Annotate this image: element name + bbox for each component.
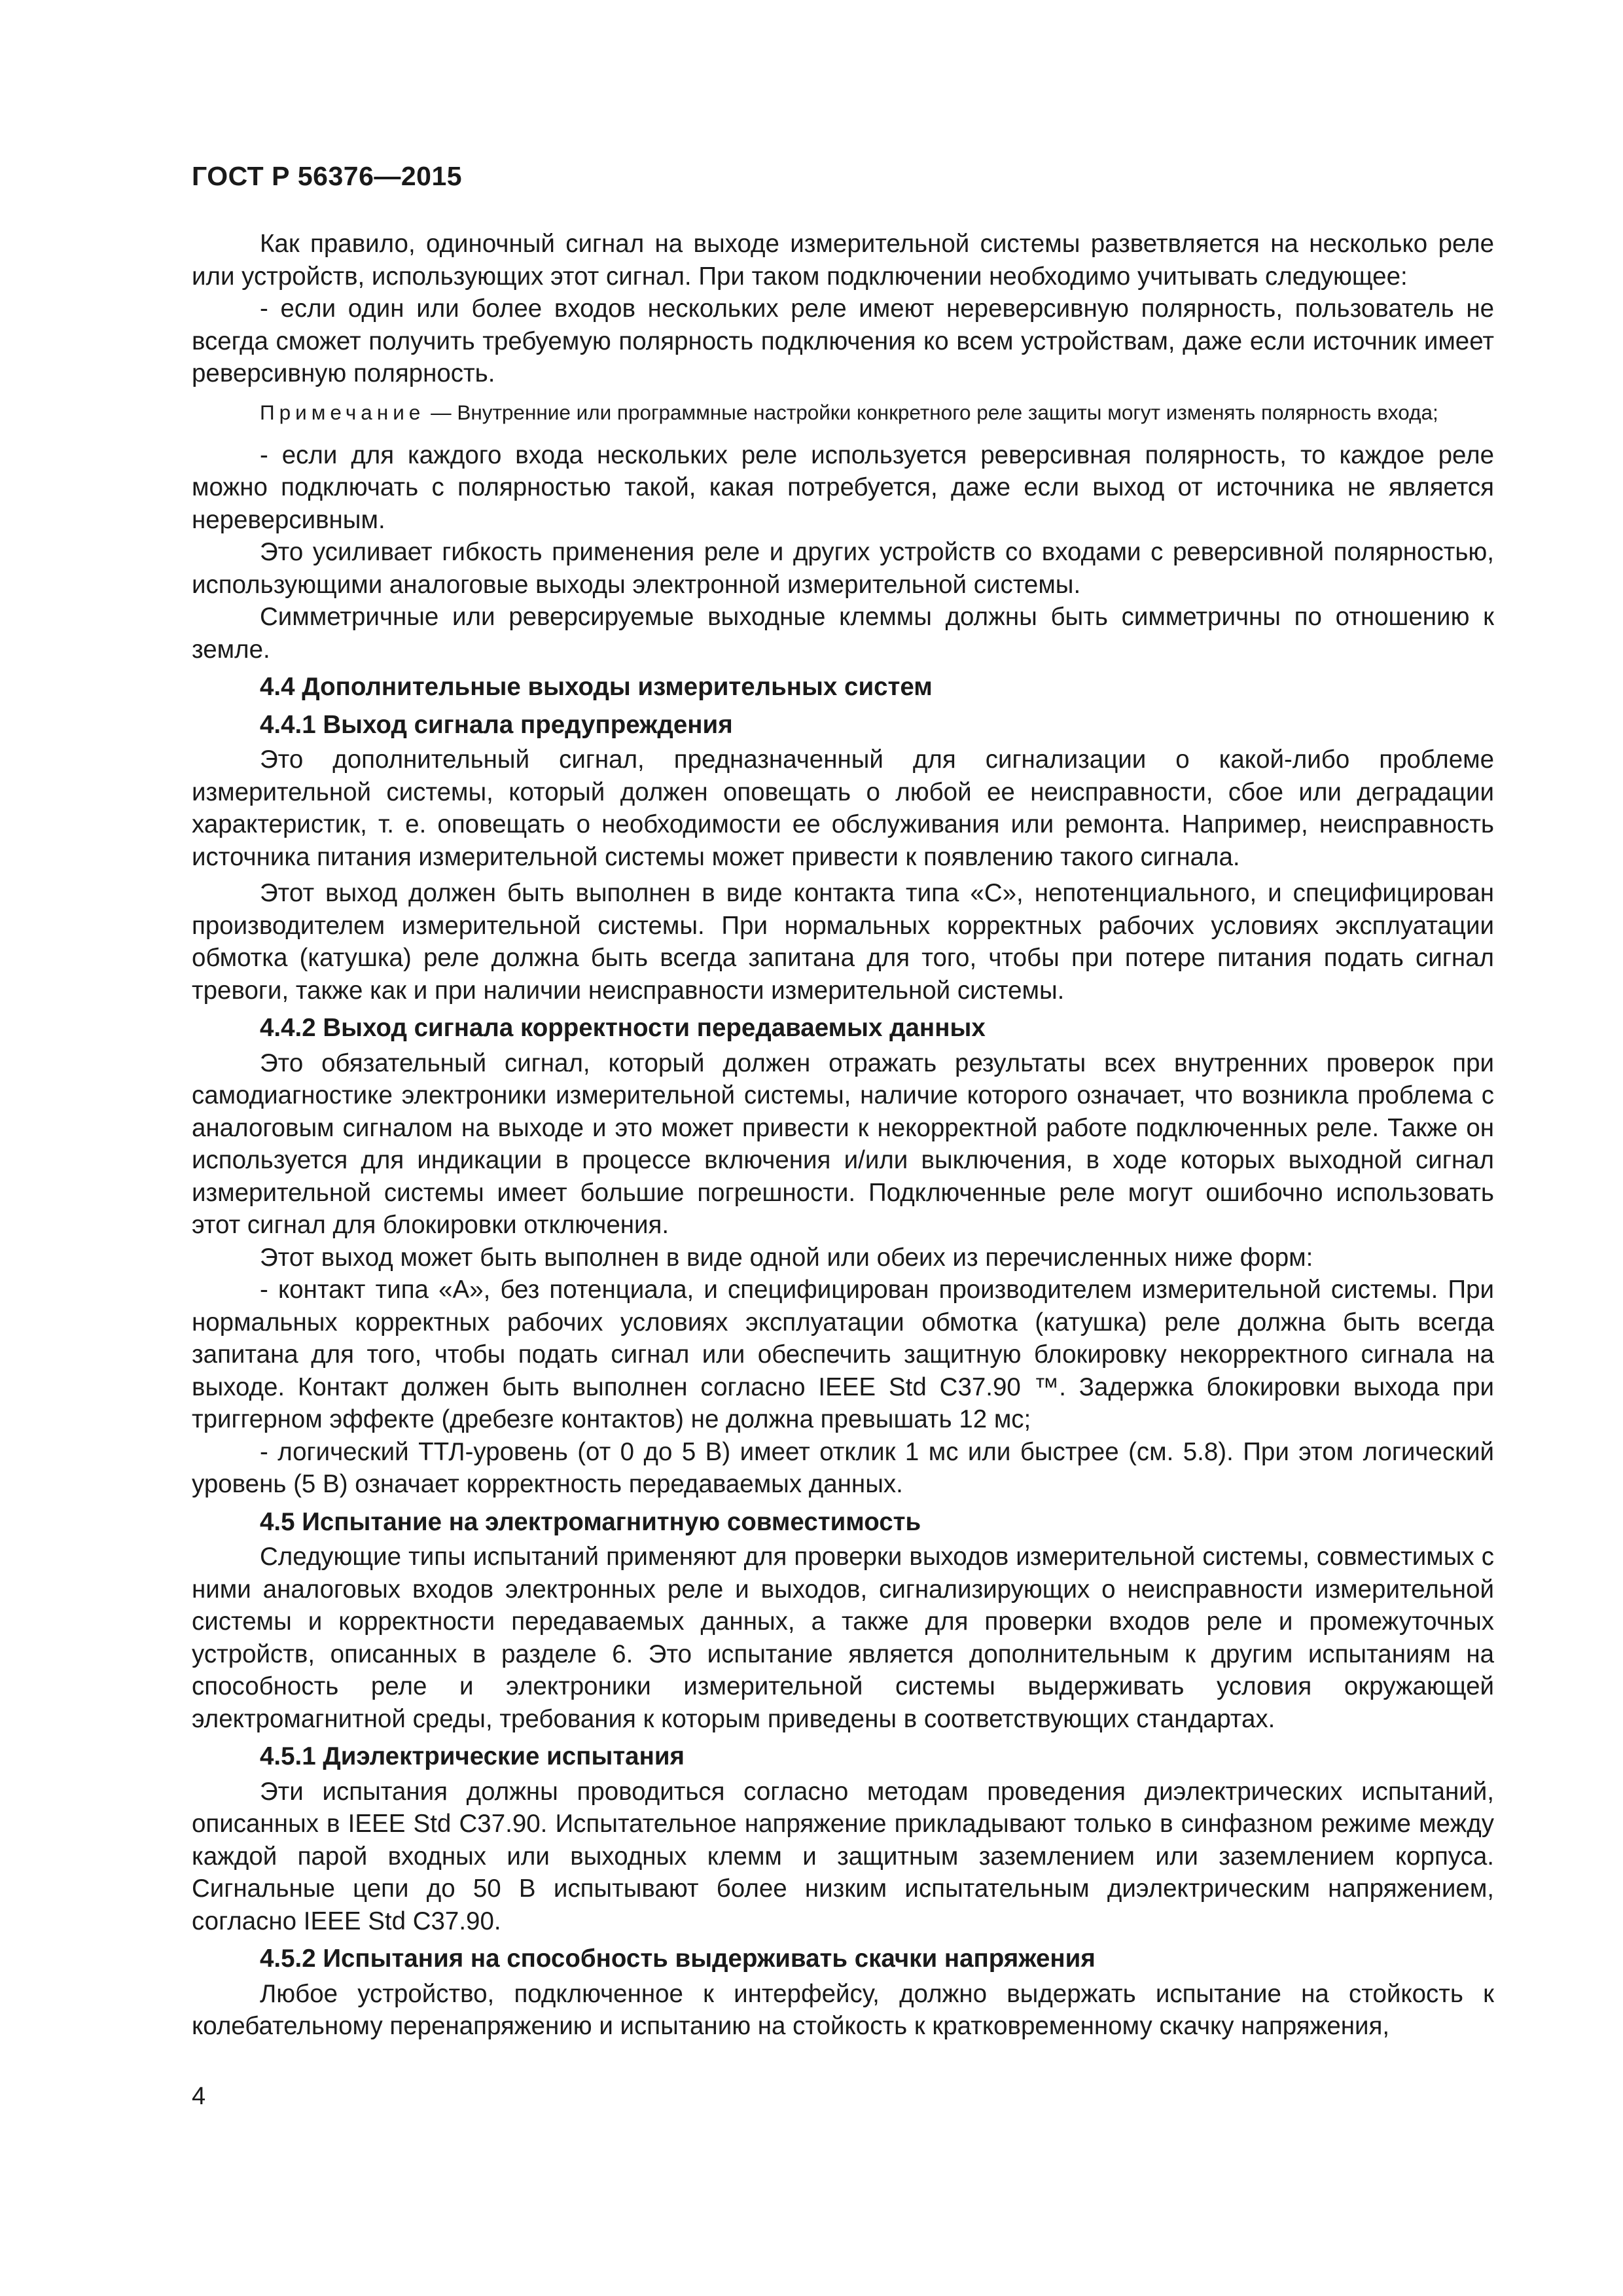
document-designation: ГОСТ Р 56376—2015 bbox=[192, 161, 463, 191]
list-item: - если один или более входов нескольких реле имеют нереверсивную полярность, пользователь не всегда сможет получить требуемую полярность подключения ко всем устройствам, даже если источник имеет реверсивную полярность. bbox=[192, 295, 1494, 387]
section-heading-4-4-1: 4.4.1 Выход сигнала предупреждения bbox=[260, 710, 733, 739]
note-label: Примечание bbox=[260, 400, 425, 424]
paragraph: Этот выход может быть выполнен в виде одной или обеих из перечисленных ниже форм: bbox=[260, 1243, 1313, 1272]
paragraph: Симметричные или реверсируемые выходные клеммы должны быть симметричны по отношению к земле. bbox=[192, 603, 1494, 664]
page-body bbox=[192, 228, 1494, 2043]
list-item: - логический ТТЛ-уровень (от 0 до 5 В) имеет отклик 1 мс или быстрее (см. 5.8). При этом логический уровень (5 В) означает корректность передаваемых данных. bbox=[192, 1437, 1494, 1498]
section-heading-4-4: 4.4 Дополнительные выходы измерительных систем bbox=[260, 673, 933, 701]
list-item: - контакт типа «А», без потенциала, и специфицирован производителем измерительной системы. При нормальных корректных рабочих условиях эксплуатации обмотка (катушка) реле должна быть всегда запитана для того, чтобы подать сигнал или обеспечить защитную блокировку некорректного сигнала на выходе. Контакт должен быть выполнен согласно IEEE Std C37.90 ™. Задержка блокировки выхода при триггерном эффекте (дребезге контактов) не должна превышать 12 мс; bbox=[192, 1276, 1494, 1433]
section-heading-4-5: 4.5 Испытание на электромагнитную совместимость bbox=[260, 1507, 921, 1536]
paragraph: Эти испытания должны проводиться согласно методам проведения диэлектрических испытаний, описанных в IEEE Std C37.90. Испытательное напряжение прикладывают только в синфазном режиме между каждой парой входных или выходных клемм и защитным заземлением или заземлением корпуса. Сигнальные цепи до 50 В испытывают более низким испытательным диэлектрическим напряжением, согласно IEEE Std C37.90. bbox=[192, 1777, 1494, 1935]
paragraph: Любое устройство, подключенное к интерфейсу, должно выдержать испытание на стойкость к колебательному перенапряжению и испытанию на стойкость к кратковременному скачку напряжения, bbox=[192, 1979, 1494, 2040]
section-heading-4-5-2: 4.5.2 Испытания на способность выдерживать скачки напряжения bbox=[260, 1945, 1096, 1973]
section-heading-4-5-1: 4.5.1 Диэлектрические испытания bbox=[260, 1742, 685, 1770]
paragraph: Следующие типы испытаний применяют для проверки выходов измерительной системы, совместимых с ними аналоговых входов электронных реле и выходов, сигнализирующих о неисправности измерительной системы и корректности передаваемых данных, а также для проверки входов реле и промежуточных устройств, описанных в разделе 6. Это испытание является дополнительным к другим испытаниям на способность реле и электроники измерительной системы выдерживать условия окружающей электромагнитной среды, требования к которым приведены в соответствующих стандартах. bbox=[192, 1543, 1494, 1733]
paragraph: Это усиливает гибкость применения реле и других устройств со входами с реверсивной полярностью, использующими аналоговые выходы электронной измерительной системы. bbox=[192, 538, 1494, 599]
page-number: 4 bbox=[192, 2083, 206, 2110]
section-heading-4-4-2: 4.4.2 Выход сигнала корректности передаваемых данных bbox=[260, 1014, 986, 1042]
list-item: - если для каждого входа нескольких реле используется реверсивная полярность, то каждое реле можно подключать с полярностью такой, какая потребуется, даже если выход от источника не является нереверсивным. bbox=[192, 440, 1494, 534]
paragraph: Это дополнительный сигнал, предназначенный для сигнализации о какой-либо проблеме измерительной системы, который должен оповещать о любой ее неисправности, сбое или деградации характеристик, т. е. оповещать о необходимости ее обслуживания или ремонта. Например, неисправность источника питания измерительной системы может привести к появлению такого сигнала. bbox=[192, 745, 1494, 871]
paragraph: Это обязательный сигнал, который должен отражать результаты всех внутренних проверок при самодиагностике электроники измерительной системы, наличие которого означает, что возникла проблема с аналоговым сигналом на выходе и это может привести к некорректной работе подключенных реле. Также он используется для индикации в процессе включения и/или выключения, в ходе которых выходной сигнал измерительной системы имеет большие погрешности. Подключенные реле могут ошибочно использовать этот сигнал для блокировки отключения. bbox=[192, 1049, 1494, 1239]
note bbox=[192, 399, 1494, 426]
note-text: — Внутренние или программные настройки конкретного реле защиты могут изменять полярность входа; bbox=[425, 400, 1438, 424]
paragraph: Как правило, одиночный сигнал на выходе измерительной системы разветвляется на несколько реле или устройств, использующих этот сигнал. При таком подключении необходимо учитывать следующее: bbox=[192, 230, 1494, 291]
paragraph: Этот выход должен быть выполнен в виде контакта типа «С», непотенциального, и специфицирован производителем измерительной системы. При нормальных корректных рабочих условиях эксплуатации обмотка (катушка) реле должна быть всегда запитана для того, чтобы при потере питания подать сигнал тревоги, также как и при наличии неисправности измерительной системы. bbox=[192, 879, 1494, 1005]
